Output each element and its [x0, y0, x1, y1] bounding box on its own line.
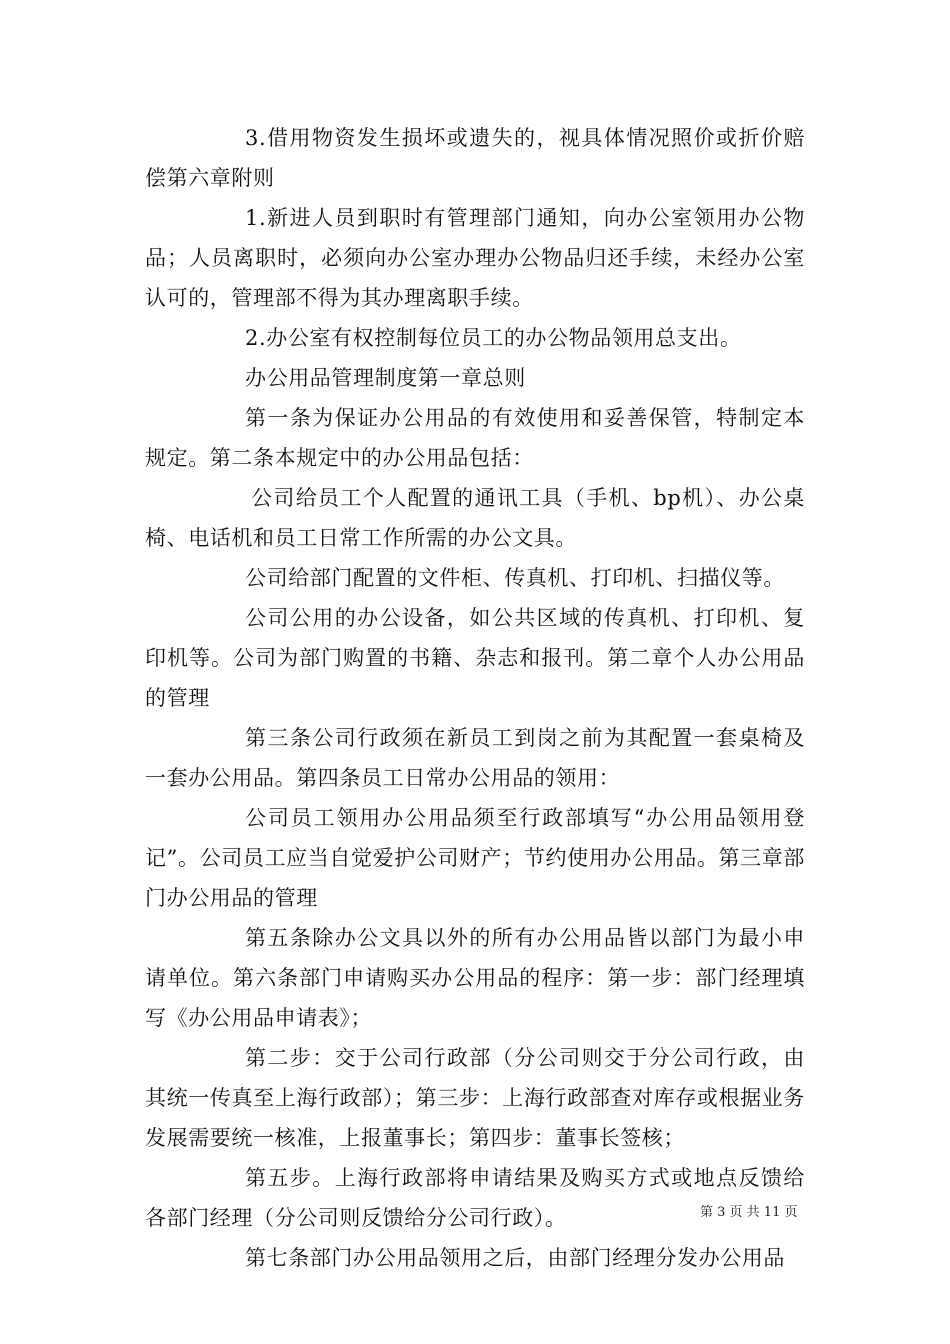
paragraph: 第七条部门办公用品领用之后，由部门经理分发办公用品	[245, 1246, 785, 1270]
paragraph: 2.办公室有权控制每位员工的办公物品领用总支出。	[245, 326, 742, 350]
document-body	[145, 118, 805, 1278]
paragraph: 第五条除办公文具以外的所有办公用品皆以部门为最小申请单位。第六条部门申请购买办公用品的程序：第一步：部门经理填写《办公用品申请表》；	[145, 926, 805, 1030]
page-number-footer: 第 3 页 共 11 页	[700, 1205, 798, 1220]
paragraph: 第二步：交于公司行政部（分公司则交于分公司行政，由其统一传真至上海行政部）；第三步：上海行政部查对库存或根据业务发展需要统一核准，上报董事长；第四步：董事长签核；	[145, 1046, 805, 1150]
paragraph: 第五步。上海行政部将申请结果及购买方式或地点反馈给各部门经理（分公司则反馈给分公司行政）。	[145, 1166, 805, 1230]
paragraph: 公司给员工个人配置的通讯工具（手机、bp机）、办公桌椅、电话机和员工日常工作所需的办公文具。	[145, 486, 805, 550]
paragraph: 公司给部门配置的文件柜、传真机、打印机、扫描仪等。	[245, 566, 785, 590]
paragraph: 公司员工领用办公用品须至行政部填写“办公用品领用登记”。公司员工应当自觉爱护公司财产；节约使用办公用品。第三章部门办公用品的管理	[145, 806, 805, 910]
paragraph: 第一条为保证办公用品的有效使用和妥善保管，特制定本规定。第二条本规定中的办公用品包括：	[145, 406, 805, 470]
paragraph: 第三条公司行政须在新员工到岗之前为其配置一套桌椅及一套办公用品。第四条员工日常办公用品的领用：	[145, 726, 805, 790]
paragraph: 1.新进人员到职时有管理部门通知，向办公室领用办公物品；人员离职时，必须向办公室办理办公物品归还手续，未经办公室认可的，管理部不得为其办理离职手续。	[145, 206, 805, 310]
paragraph: 办公用品管理制度第一章总则	[245, 366, 526, 390]
paragraph: 3.借用物资发生损坏或遗失的，视具体情况照价或折价赔偿第六章附则	[145, 126, 805, 190]
paragraph: 公司公用的办公设备，如公共区域的传真机、打印机、复印机等。公司为部门购置的书籍、杂志和报刊。第二章个人办公用品的管理	[145, 606, 805, 710]
